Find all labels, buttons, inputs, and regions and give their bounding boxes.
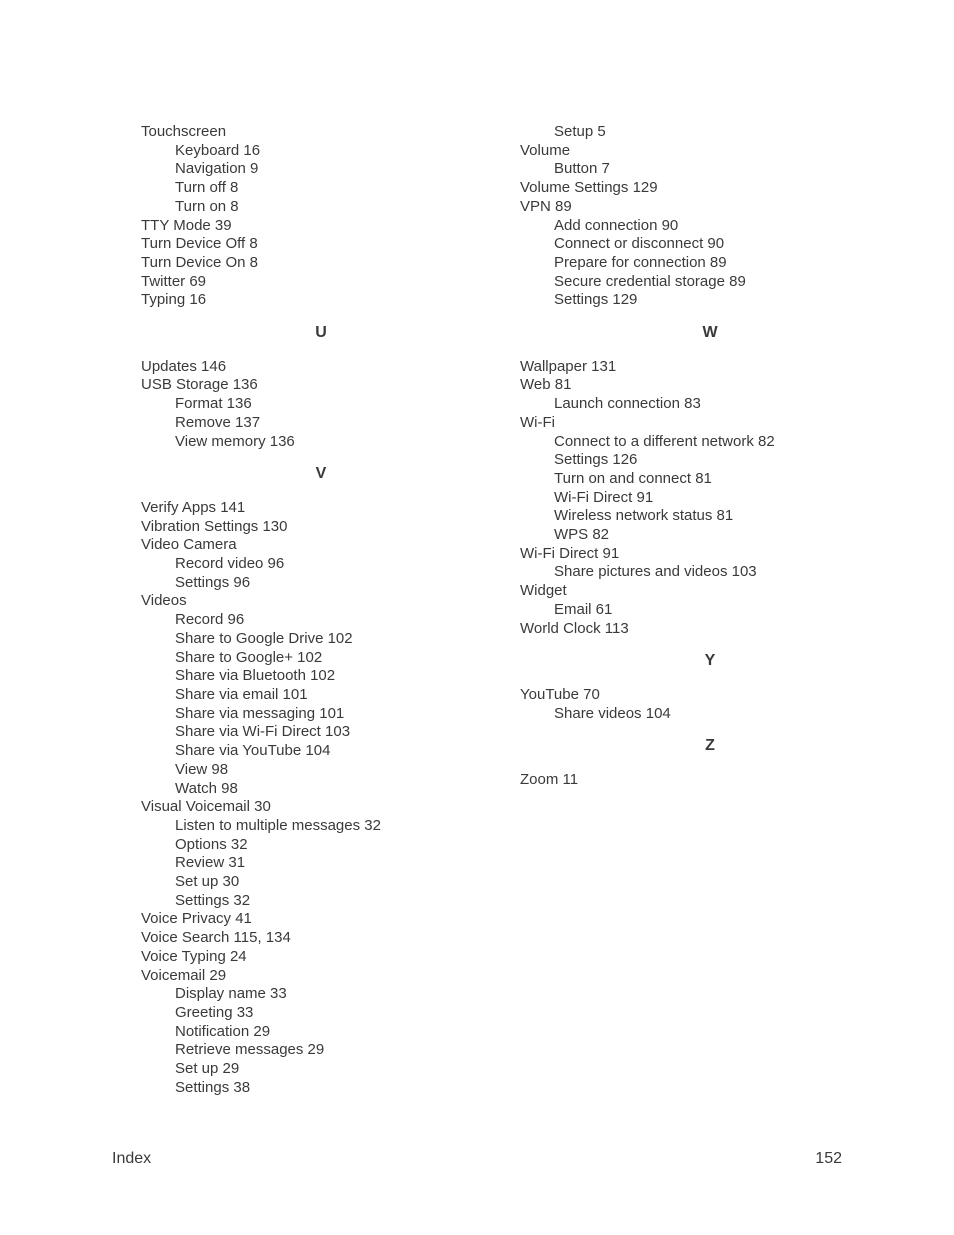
index-entry: YouTube 70 [520,685,600,703]
index-entry: USB Storage 136 [141,376,258,394]
index-subentry: View 98 [175,760,229,778]
index-subentry: Record video 96 [175,555,285,573]
index-subentry: Share via YouTube 104 [175,742,331,760]
index-subentry: Share to Google Drive 102 [175,629,353,647]
footer-page-number: 152 [815,1150,842,1167]
index-subentry: Secure credential storage 89 [554,272,746,290]
index-entry: Verify Apps 141 [141,498,246,516]
index-subentry: Settings 126 [554,451,638,469]
index-letter-heading: Z [705,737,715,755]
index-subentry: Connect to a different network 82 [554,432,775,450]
index-entry: Videos [141,592,187,610]
index-subentry: Keyboard 16 [175,141,261,159]
index-entry: Zoom 11 [520,771,579,789]
index-subentry: Options 32 [175,835,248,853]
index-entry: TTY Mode 39 [141,216,232,234]
index-subentry: Notification 29 [175,1022,271,1040]
index-subentry: Turn off 8 [175,179,239,197]
index-subentry: Share via Bluetooth 102 [175,667,336,685]
index-letter-heading: Y [704,652,716,670]
index-entry: Visual Voicemail 30 [141,798,271,816]
index-entry: Volume [520,141,571,159]
index-entry: Voice Typing 24 [141,947,247,965]
index-letter-heading: W [702,324,718,342]
index-subentry: WPS 82 [554,526,610,544]
index-subentry: Settings 96 [175,573,251,591]
index-entry: World Clock 113 [520,619,629,637]
index-subentry: Launch connection 83 [554,395,701,413]
index-subentry: Share to Google+ 102 [175,648,323,666]
index-right-column [520,123,900,790]
index-entry: Widget [520,582,567,600]
index-entry: Updates 146 [141,357,227,375]
footer-section-label: Index [112,1150,152,1167]
index-subentry: Format 136 [175,395,252,413]
index-entry: Touchscreen [141,123,227,140]
index-entry: Volume Settings 129 [520,179,658,197]
index-subentry: Add connection 90 [554,216,679,234]
index-left-column [141,123,501,1097]
index-subentry: Watch 98 [175,779,238,797]
index-entry: Web 81 [520,376,572,394]
index-entry: Voice Search 115, 134 [141,929,291,947]
index-entry: Wi-Fi Direct 91 [520,544,620,562]
index-subentry: Turn on and connect 81 [554,469,712,487]
index-entry: Vibration Settings 130 [141,517,288,535]
index-subentry: Display name 33 [175,985,287,1003]
index-subentry: Button 7 [554,160,610,178]
index-subentry: Share pictures and videos 103 [554,563,757,581]
index-letter-heading: U [315,324,327,342]
index-subentry: Email 61 [554,600,613,618]
index-subentry: Set up 29 [175,1060,240,1078]
index-subentry: Record 96 [175,611,245,629]
index-subentry: Settings 129 [554,291,638,309]
index-subentry: Navigation 9 [175,160,259,178]
index-subentry: Wi-Fi Direct 91 [554,488,654,506]
index-letter-heading: V [315,465,327,483]
index-entry: VPN 89 [520,197,572,215]
index-subentry: Settings 32 [175,891,251,909]
index-entry: Wallpaper 131 [520,357,617,375]
index-subentry: Share via email 101 [175,685,308,703]
index-subentry: Share via Wi-Fi Direct 103 [175,723,351,741]
index-entry: Voicemail 29 [141,966,227,984]
index-subentry: Setup 5 [554,123,606,140]
index-subentry: View memory 136 [175,432,295,450]
index-entry: Twitter 69 [141,272,207,290]
index-subentry: Prepare for connection 89 [554,253,727,271]
index-subentry: Remove 137 [175,413,261,431]
index-subentry: Listen to multiple messages 32 [175,816,381,834]
index-subentry: Review 31 [175,854,246,872]
index-entry: Wi-Fi [520,413,555,431]
index-entry: Turn Device Off 8 [141,235,258,253]
index-subentry: Share videos 104 [554,704,671,722]
index-entry: Voice Privacy 41 [141,910,252,928]
index-entry: Turn Device On 8 [141,253,258,271]
index-subentry: Settings 38 [175,1078,251,1096]
index-subentry: Set up 30 [175,873,240,891]
index-subentry: Share via messaging 101 [175,704,345,722]
index-subentry: Greeting 33 [175,1003,254,1021]
index-subentry: Retrieve messages 29 [175,1041,325,1059]
index-entry: Typing 16 [141,291,207,309]
index-subentry: Turn on 8 [175,197,239,215]
index-subentry: Connect or disconnect 90 [554,235,725,253]
index-subentry: Wireless network status 81 [554,507,734,525]
index-entry: Video Camera [141,536,237,554]
